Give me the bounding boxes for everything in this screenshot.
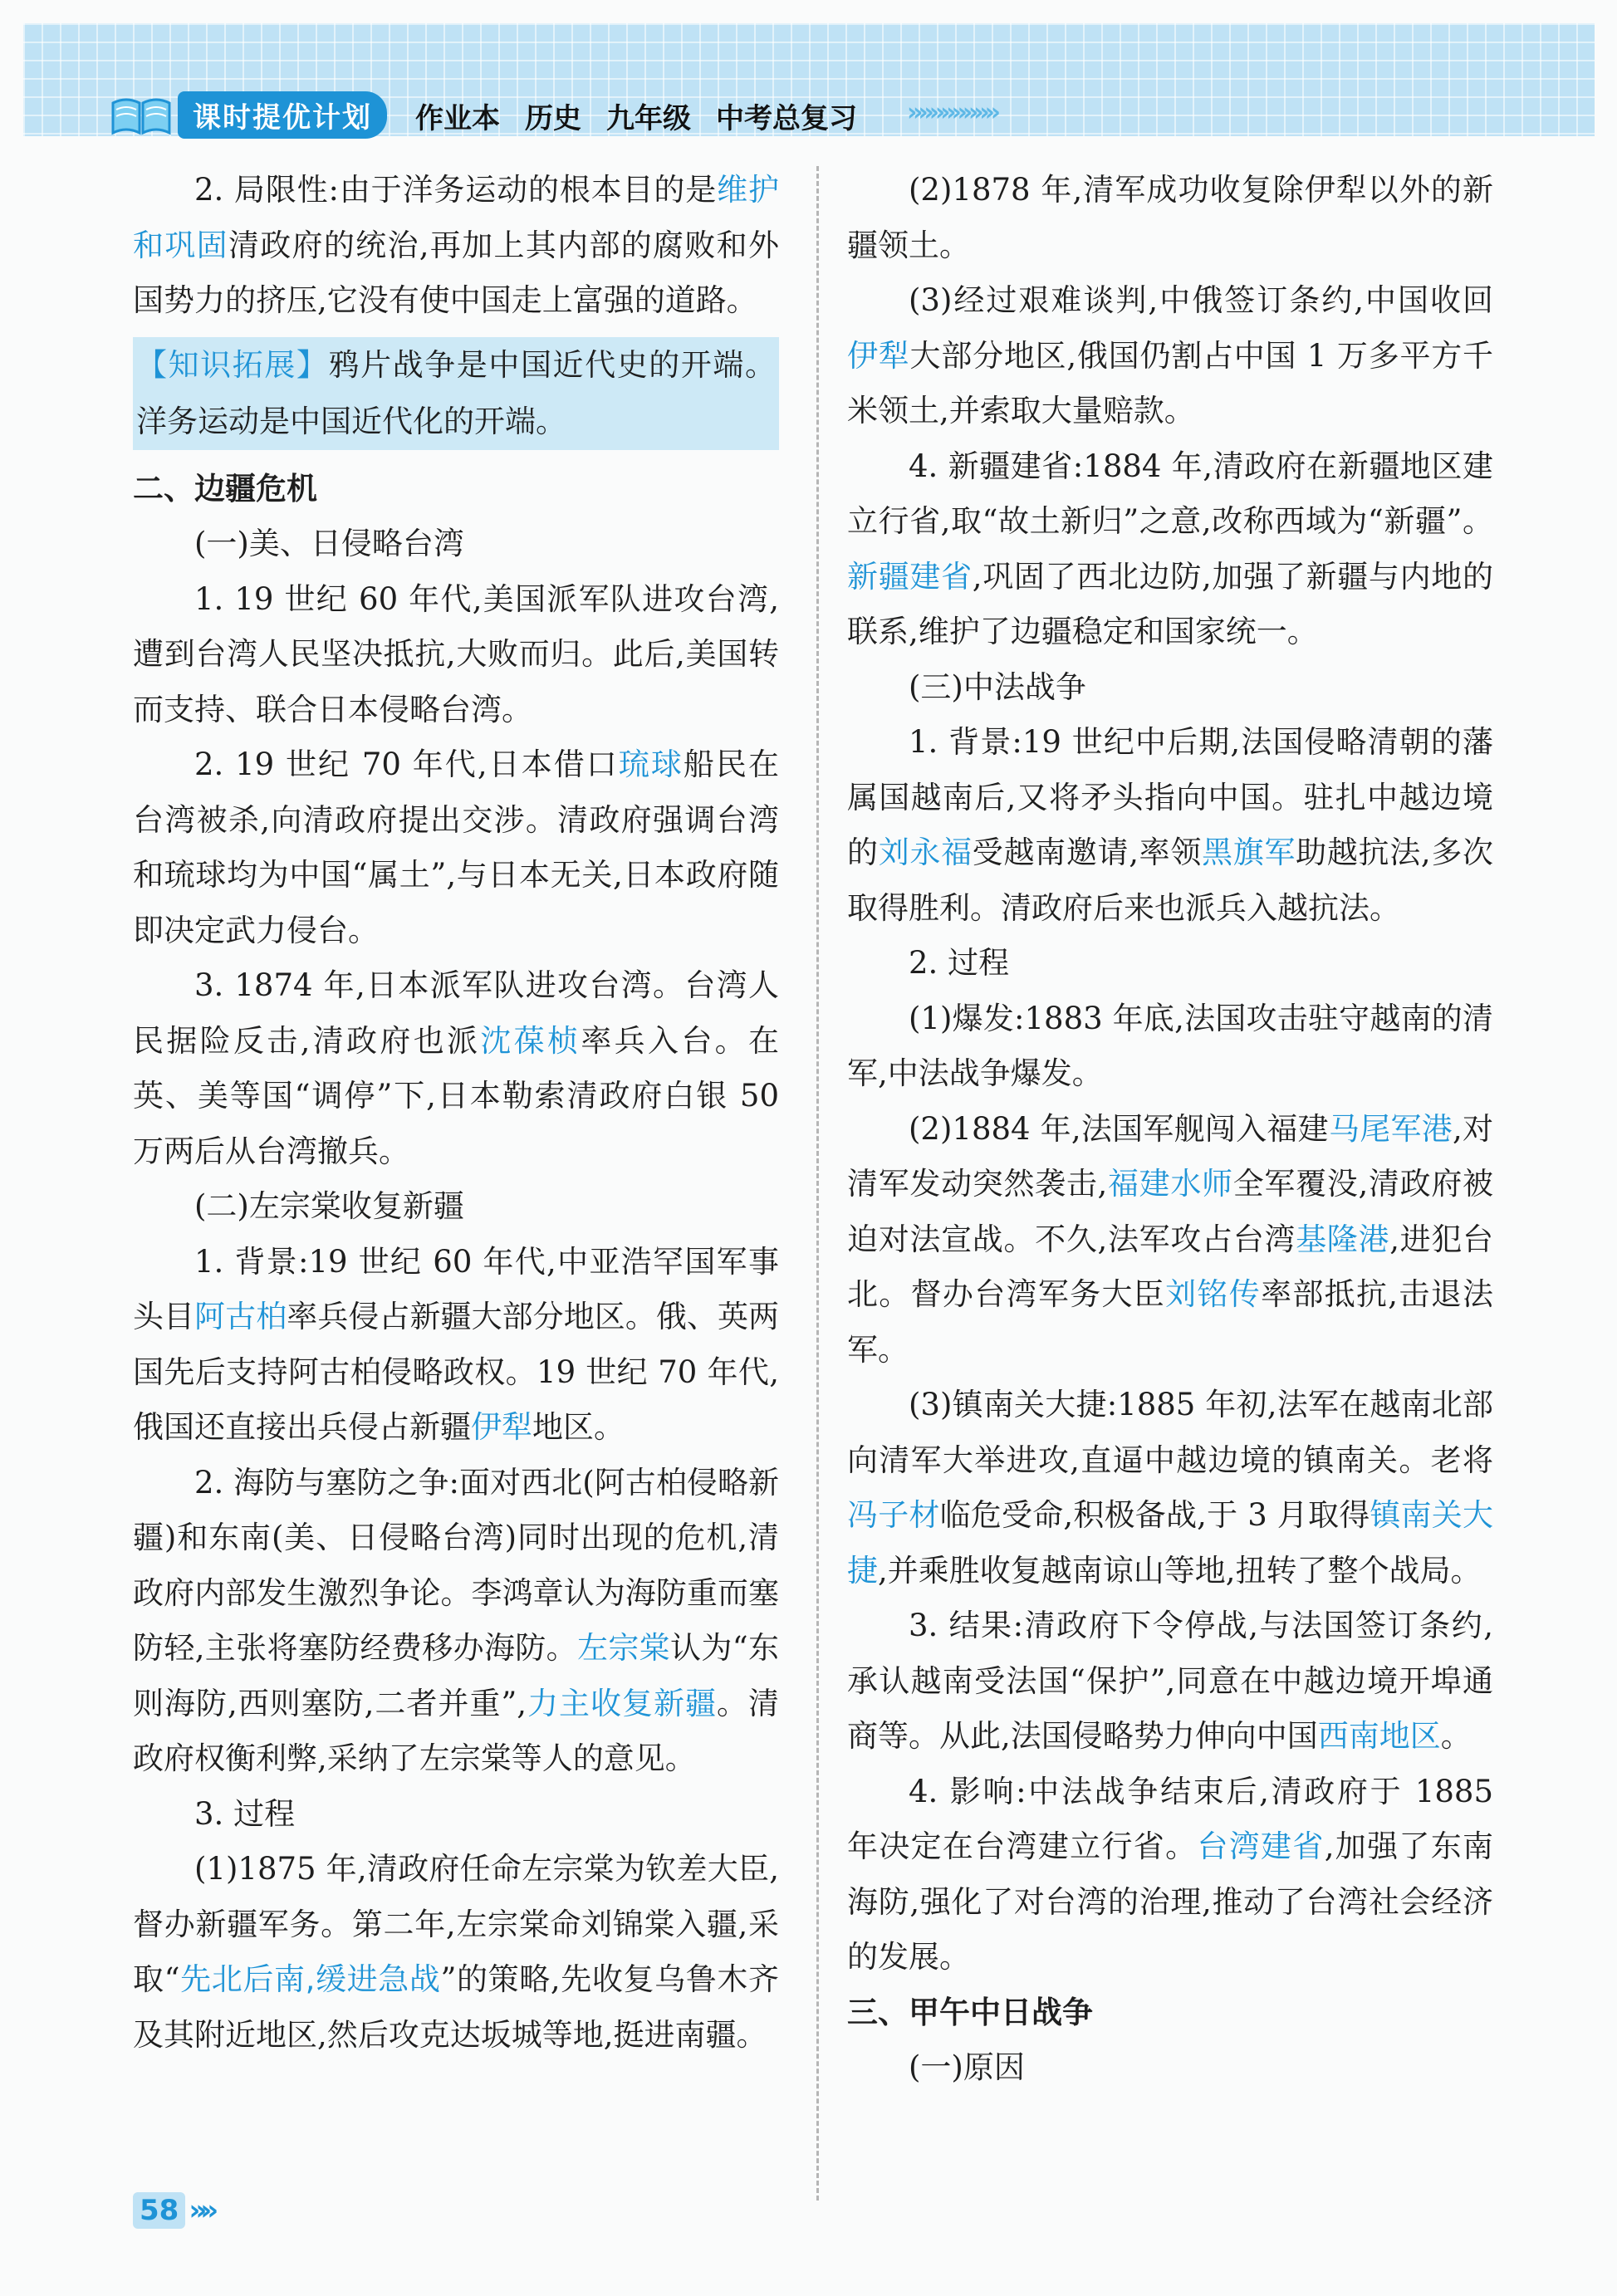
left-column [133,163,779,2063]
header-meta [415,95,857,136]
chevron-right-icon: »» [189,2194,213,2227]
subsection-heading: (一)原因 [909,2049,1025,2085]
tip-text: 鸦片战争是中国近代史的开端。洋务运动是中国近代化的开端。 [136,346,777,439]
paragraph: 2. 海防与塞防之争:面对西北(阿古柏侵略新疆)和东南(美、日侵略台湾)同时出现的危机,清政府内部发生激烈争论。李鸿章认为海防重而塞防轻,主张将塞防经费移办海防。左宗棠认为“东则海防,西则塞防,二者并重”,力主收复新疆。清政府权衡利弊,采纳了左宗棠等人的意见。 [133,1464,780,1776]
grade-label: 九年级 [606,102,691,135]
paragraph: (2)1878 年,清军成功收复除伊犁以外的新疆领土。 [847,172,1493,263]
open-book-icon [110,91,173,138]
chevron-decoration-icon: »»»»»»»» [907,98,997,127]
column-divider [816,166,819,2201]
workbook-label: 作业本 [415,102,500,135]
section-heading: 二、边疆危机 [133,470,317,507]
paragraph: 2. 过程 [909,945,1010,981]
paragraph: (3)经过艰难谈判,中俄签订条约,中国收回伊犁大部分地区,俄国仍割占中国 1 万多平方千米领土,并索取大量赔款。 [847,282,1494,428]
page-number [133,2192,212,2229]
knowledge-tip-box [133,337,779,450]
paragraph: (2)1884 年,法国军舰闯入福建马尾军港,对清军发动突然袭击,福建水师全军覆没,清政府被迫对法宣战。不久,法军攻占台湾基隆港,进犯台北。督办台湾军务大臣刘铭传率部抵抗,击退法军。 [847,1110,1494,1368]
paragraph: 3. 1874 年,日本派军队进攻台湾。台湾人民据险反击,清政府也派沈葆桢率兵入台。在英、美等国“调停”下,日本勒索清政府白银 50 万两后从台湾撤兵。 [133,967,779,1169]
paragraph: 1. 背景:19 世纪 60 年代,中亚浩罕国军事头目阿古柏率兵侵占新疆大部分地区。俄、英两国先后支持阿古柏侵略政权。19 世纪 70 年代,俄国还直接出兵侵占新疆伊犁地区。 [133,1243,780,1445]
subsection-heading: (二)左宗棠收复新疆 [194,1188,464,1224]
subject-label: 历史 [525,102,581,135]
subsection-heading: (三)中法战争 [909,668,1086,705]
paragraph: 1. 背景:19 世纪中后期,法国侵略清朝的藩属国越南后,又将矛头指向中国。驻扎中越边境的刘永福受越南邀请,率领黑旗军助越抗法,多次取得胜利。清政府后来也派兵入越抗法。 [847,724,1494,926]
right-column [847,163,1493,2096]
paragraph: 4. 新疆建省:1884 年,清政府在新疆地区建立行省,取“故土新归”之意,改称西域为“新疆”。新疆建省,巩固了西北边防,加强了新疆与内地的联系,维护了边疆稳定和国家统一。 [847,448,1493,649]
paragraph: (1)爆发:1883 年底,法国攻击驻守越南的清军,中法战争爆发。 [847,1000,1493,1091]
paragraph: 3. 结果:清政府下令停战,与法国签订条约,承认越南受法国“保护”,同意在中越边境开埠通商等。从此,法国侵略势力伸向中国西南地区。 [847,1608,1493,1754]
paragraph: (3)镇南关大捷:1885 年初,法军在越南北部向清军大举进攻,直逼中越边境的镇南关。老将冯子材临危受命,积极备战,于 3 月取得镇南关大捷,并乘胜收复越南谅山等地,扭转了整个战局。 [847,1387,1494,1589]
paragraph: 2. 局限性:由于洋务运动的根本目的是维护和巩固清政府的统治,再加上其内部的腐败和外国势力的挤压,它没有使中国走上富强的道路。 [133,172,779,318]
paragraph: 4. 影响:中法战争结束后,清政府于 1885 年决定在台湾建立行省。台湾建省,加强了东南海防,强化了对台湾的治理,推动了台湾社会经济的发展。 [847,1773,1494,1975]
paragraph: 3. 过程 [194,1795,296,1832]
brand-title: 课时提优计划 [178,91,387,139]
paragraph: (1)1875 年,清政府任命左宗棠为钦差大臣,督办新疆军务。第二年,左宗棠命刘锦棠入疆,采取“先北后南,缓进急战”的策略,先收复乌鲁木齐及其附近地区,然后攻克达坂城等地,挺进南疆。 [133,1851,780,2053]
brand-logo [110,91,387,138]
paragraph: 2. 19 世纪 70 年代,日本借口琉球船民在台湾被杀,向清政府提出交涉。清政府强调台湾和琉球均为中国“属土”,与日本无关,日本政府随即决定武力侵台。 [133,747,780,948]
paragraph: 1. 19 世纪 60 年代,美国派军队进攻台湾,遭到台湾人民坚决抵抗,大败而归。此后,美国转而支持、联合日本侵略台湾。 [133,580,779,727]
page-number-value: 58 [133,2192,185,2229]
tip-tag: 【知识拓展】 [136,346,329,383]
section-heading: 三、甲午中日战争 [847,1994,1093,2030]
subsection-heading: (一)美、日侵略台湾 [194,526,464,561]
series-label: 中考总复习 [716,102,857,135]
